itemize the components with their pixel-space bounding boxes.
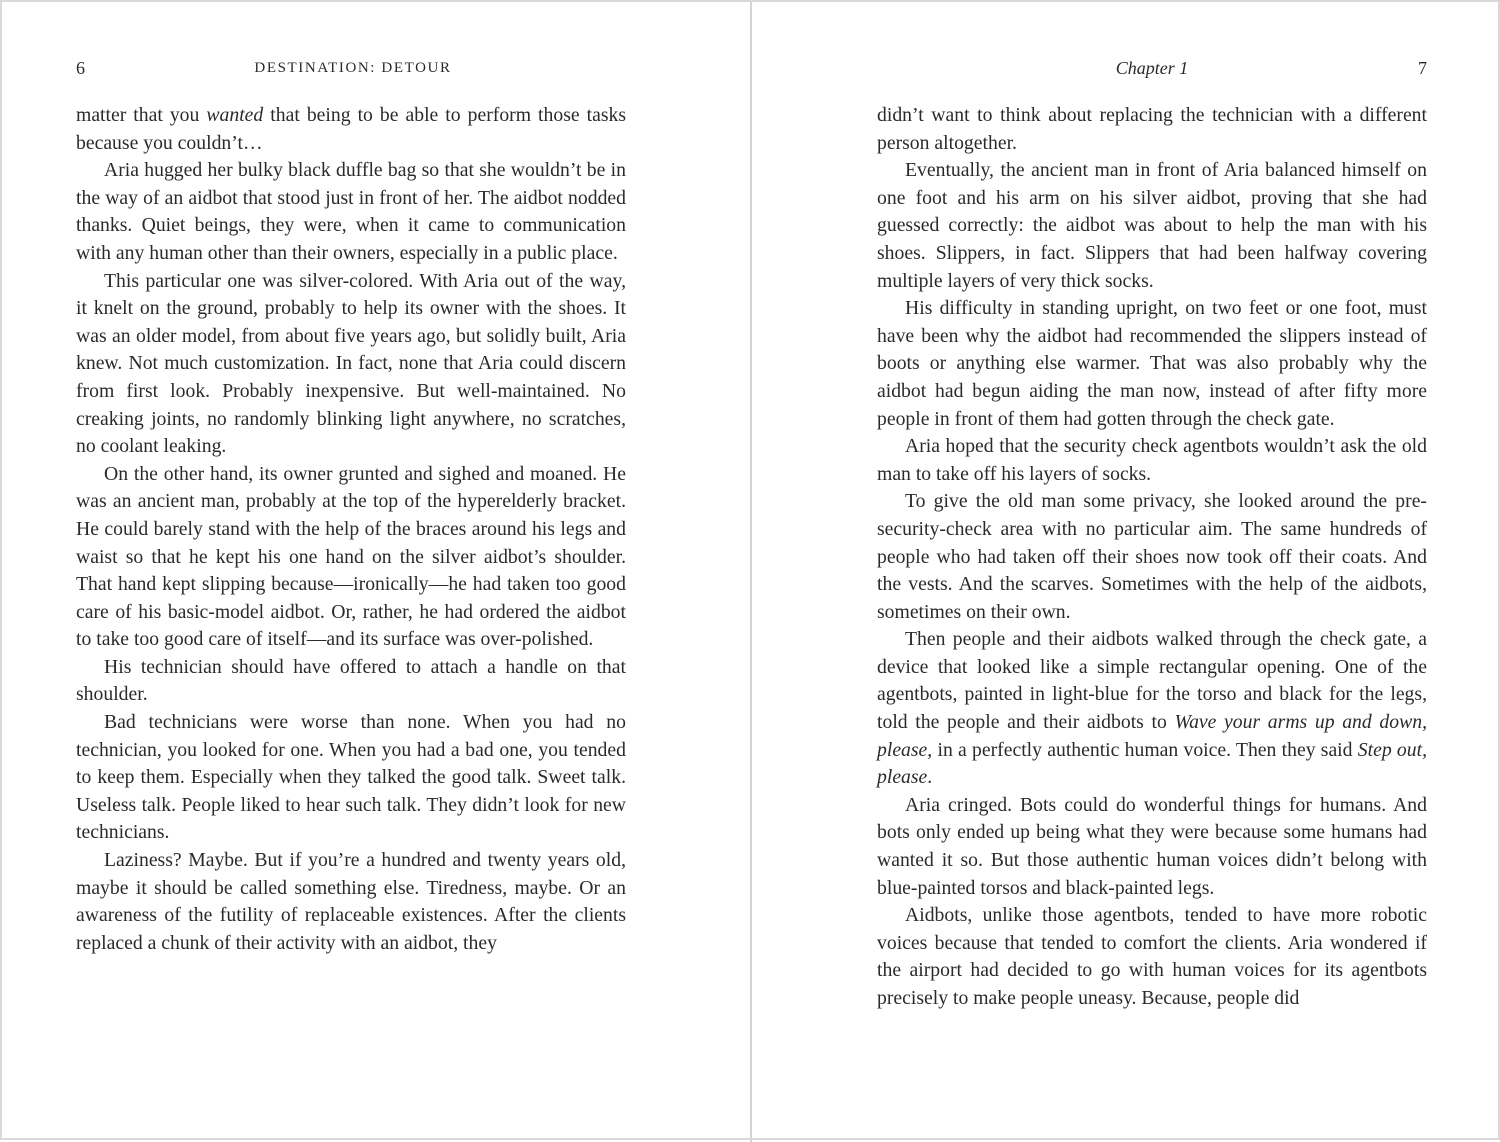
right-page-body (877, 102, 1427, 1013)
running-head-book-title: DESTINATION: DETOUR (254, 60, 452, 76)
paragraph (76, 709, 626, 847)
paragraph (877, 488, 1427, 626)
page-number: 6 (76, 58, 85, 78)
paragraph (76, 157, 626, 267)
text-run: Bad technicians were worse than none. When you had no technician, you looked for one. When you had a bad one, you tended to keep them. Especially when they talked the good talk. Sweet talk. Useless talk. People liked to hear such talk. They didn’t look for new technicians. (76, 711, 626, 844)
page-number: 7 (1418, 58, 1427, 78)
italic-text: Wave your arms up and down, please, (877, 711, 1427, 761)
text-run: that being to be able to perform those tasks because you couldn’t… (76, 104, 626, 154)
text-run: To give the old man some privacy, she looked around the pre-security-check area with no particular aim. The same hundreds of people who had taken off their shoes now took off their coats. And the vests. And the scarves. Sometimes with the help of the aidbots, sometimes on their own. (877, 490, 1427, 623)
paragraph (877, 157, 1427, 295)
text-run: Aria cringed. Bots could do wonderful things for humans. And bots only ended up being what they were because some humans had wanted it so. But those authentic human voices didn’t belong with blue-painted torsos and black-painted legs. (877, 793, 1427, 899)
left-page (76, 2, 626, 1142)
left-page-header (76, 56, 626, 80)
text-run: Then people and their aidbots walked through the check gate, a device that looked like a simple rectangular opening. One of the agentbots, painted in light-blue for the torso and black for the legs, told the people and their aidbots to (877, 628, 1427, 734)
paragraph (76, 102, 626, 157)
paragraph (877, 102, 1427, 157)
right-page (877, 2, 1427, 1142)
text-run: Aria hugged her bulky black duffle bag so that she wouldn’t be in the way of an aidbot that stood just in front of her. The aidbot nodded thanks. Quiet beings, they were, when it came to communication with any human other than their owners, especially in a public place. (76, 159, 626, 264)
text-run: His difficulty in standing upright, on two feet or one foot, must have been why the aidbot had recommended the slippers instead of boots or anything else warmer. That was also probably why the aidbot had begun aiding the man now, instead of after fifty more people in front of them had gotten through the check gate. (877, 297, 1427, 430)
text-run: Aidbots, unlike those agentbots, tended to have more robotic voices because that tended to comfort the clients. Aria wondered if the airport had decided to go with human voices for its agentbots precisely to make people uneasy. Because, people did (877, 904, 1427, 1009)
text-run: didn’t want to think about replacing the technician with a different person altogether. (877, 104, 1427, 154)
left-page-body (76, 102, 626, 957)
paragraph (76, 461, 626, 654)
paragraph (877, 433, 1427, 488)
paragraph (76, 847, 626, 957)
paragraph (76, 268, 626, 461)
text-run: This particular one was silver-colored. With Aria out of the way, it knelt on the ground, probably to help its owner with the shoes. It was an older model, from about five years ago, but solidly built, Aria knew. Not much customization. In fact, none that Aria could discern from first look. Probably inexpensive. But well-maintained. No creaking joints, no randomly blinking light anywhere, no scratches, no coolant leaking. (76, 269, 626, 458)
text-run: in a perfectly authentic human voice. Then they said (932, 738, 1358, 761)
text-run: . (927, 766, 933, 789)
text-run: Aria hoped that the security check agentbots wouldn’t ask the old man to take off his layers of socks. (877, 435, 1427, 485)
text-run: Eventually, the ancient man in front of Aria balanced himself on one foot and his arm on his silver aidbot, proving that she had guessed correctly: the aidbot was about to help the man with his shoes. Slippers, in fact. Slippers that had been halfway covering multiple layers of very thick socks. (877, 159, 1427, 292)
text-run: Laziness? Maybe. But if you’re a hundred and twenty years old, maybe it should be called something else. Tiredness, maybe. Or an awareness of the futility of replaceable existences. After the clients replaced a chunk of their activity with an aidbot, they (76, 849, 626, 954)
italic-text: Step out, please (877, 738, 1427, 789)
paragraph (877, 626, 1427, 792)
text-run: His technician should have offered to attach a handle on that shoulder. (76, 655, 626, 706)
text-run: On the other hand, its owner grunted and sighed and moaned. He was an ancient man, probably at the top of the hyperelderly bracket. He could barely stand with the help of the braces around his legs and waist so that he kept his one hand on the silver aidbot’s shoulder. That hand kept slipping because—ironically—he had taken too good care of his basic-model aidbot. Or, rather, he had ordered the aidbot to take too good care of itself—and its surface was over-polished. (76, 462, 626, 651)
running-head-chapter: Chapter 1 (1115, 58, 1189, 78)
italic-text: wanted (206, 104, 264, 126)
text-run: matter that you (76, 104, 207, 126)
paragraph (877, 295, 1427, 433)
paragraph (877, 902, 1427, 1012)
paragraph (76, 654, 626, 709)
gutter-divider (750, 2, 752, 1142)
paragraph (877, 792, 1427, 902)
right-page-header (877, 56, 1427, 80)
